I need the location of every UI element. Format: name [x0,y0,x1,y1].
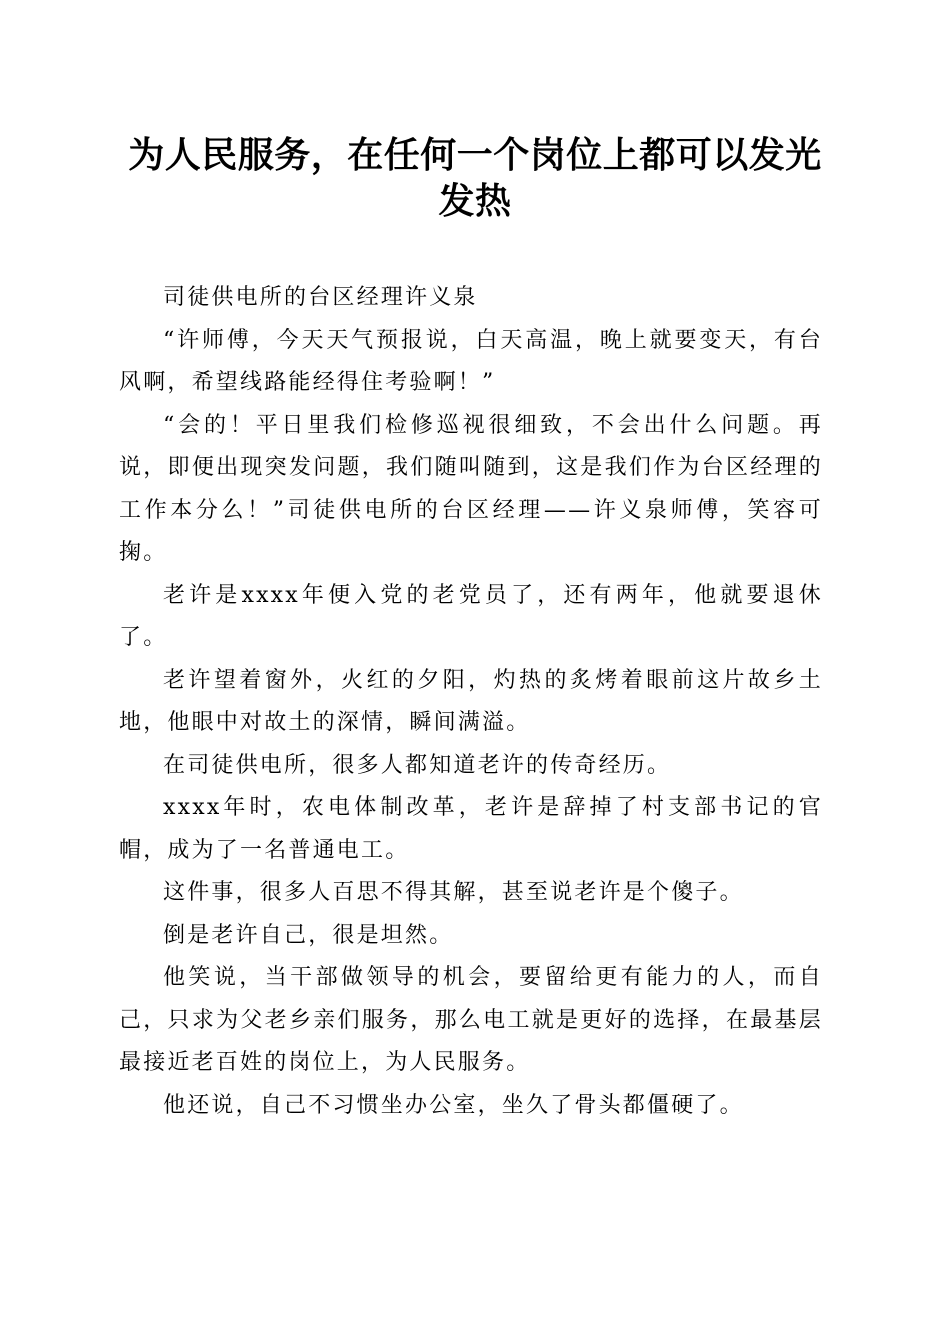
paragraph: 在司徒供电所，很多人都知道老许的传奇经历。 [163,752,672,778]
paragraph: 他还说，自己不习惯坐办公室，坐久了骨头都僵硬了。 [163,1092,744,1118]
paragraph: “许师傅，今天天气预报说，白天高温，晚上就要变天，有台风啊，希望线路能经得住考验啊！” [119,327,823,395]
document-body [119,277,823,1127]
paragraph: 老许是xxxx年便入党的老党员了，还有两年，他就要退休了。 [119,582,823,650]
document-title: 为人民服务，在任何一个岗位上都可以发光发热 [128,134,822,222]
paragraph: 他笑说，当干部做领导的机会，要留给更有能力的人，而自己，只求为父老乡亲们服务，那么电工就是更好的选择，在最基层最接近老百姓的岗位上，为人民服务。 [119,965,823,1075]
paragraph: 司徒供电所的台区经理许义泉 [163,285,478,310]
paragraph: 这件事，很多人百思不得其解，甚至说老许是个傻子。 [163,880,744,905]
paragraph: “会的！平日里我们检修巡视很细致，不会出什么问题。再说，即便出现突发问题，我们随叫随到，这是我们作为台区经理的工作本分么！”司徒供电所的台区经理——许义泉师傅，笑容可掬。 [119,412,823,565]
paragraph: 倒是老许自己，很是坦然。 [163,922,454,948]
paragraph: 老许望着窗外，火红的夕阳，灼热的炙烤着眼前这片故乡土地，他眼中对故土的深情，瞬间满溢。 [119,667,823,735]
paragraph: xxxx年时，农电体制改革，老许是辞掉了村支部书记的官帽，成为了一名普通电工。 [119,795,823,863]
